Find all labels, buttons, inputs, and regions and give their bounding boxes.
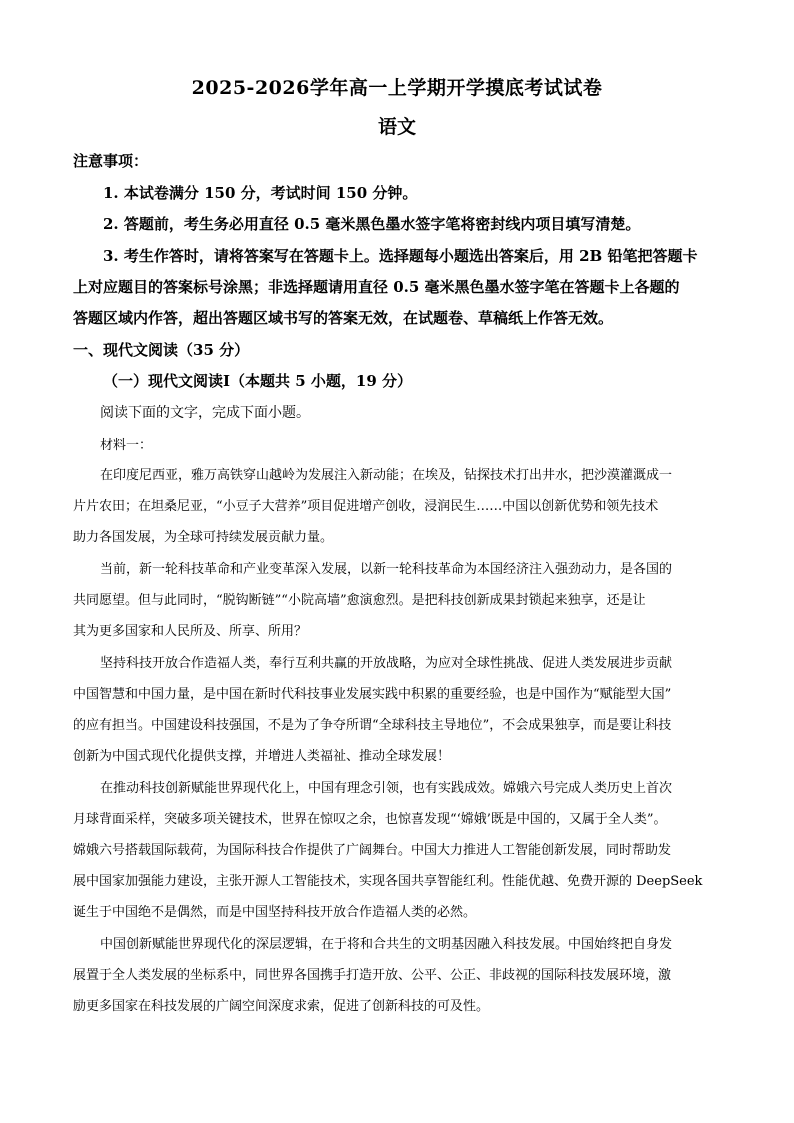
- material-p2-line-1: 当前，新一轮科技革命和产业变革深入发展，以新一轮科技革命为本国经济注入强劲动力，是各国的: [100, 562, 673, 577]
- material-p4-line-3: 嫦娥六号搭载国际载荷，为国际科技合作提供了广阔舞台。中国大力推进人工智能创新发展，同时帮助发: [73, 843, 672, 858]
- exam-subject: 语文: [377, 116, 416, 138]
- material-p4-line-2: 月球背面采样，突破多项关键技术，世界在惊叹之余，也惊喜发现“‘嫦娥’既是中国的，又属于全人类”。: [73, 812, 667, 827]
- notes-heading: 注意事项：: [73, 152, 149, 170]
- material-p5-line-3: 励更多国家在科技发展的广阔空间深度求索，促进了创新科技的可及性。: [73, 999, 490, 1014]
- note-item-2: 2. 答题前，考生务必用直径 0.5 毫米黑色墨水签字笔将密封线内项目填写清楚。: [103, 215, 641, 233]
- material-p4-line-1: 在推动科技创新赋能世界现代化上，中国有理念引领，也有实践成效。嫦娥六号完成人类历史上首次: [100, 781, 673, 796]
- material-p3-line-3: 的应有担当。中国建设科技强国，不是为了争夺所谓“全球科技主导地位”，不会成果独享，而是要让科技: [73, 718, 672, 733]
- material-label: 材料一：: [100, 438, 153, 453]
- note-item-3-line-3: 答题区域内作答，超出答题区域书写的答案无效，在试题卷、草稿纸上作答无效。: [73, 309, 614, 327]
- material-p3-line-1: 坚持科技开放合作造福人类，奉行互利共赢的开放战略，为应对全球性挑战、促进人类发展进步贡献: [100, 656, 673, 671]
- material-p2-line-2: 共同愿望。但与此同时，“脱钩断链”“小院高墙”愈演愈烈。是把科技创新成果封锁起来独享，还是让: [73, 593, 646, 608]
- material-p1-line-3: 助力各国发展，为全球可持续发展贡献力量。: [73, 530, 334, 545]
- material-p5-line-1: 中国创新赋能世界现代化的深层逻辑，在于将和合共生的文明基因融入科技发展。中国始终把自身发: [100, 937, 673, 952]
- material-p5-line-2: 展置于全人类发展的坐标系中，同世界各国携手打造开放、公平、公正、非歧视的国际科技发展环境，激: [73, 968, 672, 983]
- material-p1-line-1: 在印度尼西亚，雅万高铁穿山越岭为发展注入新动能；在埃及，钻探技术打出井水，把沙漠灌溉成一: [100, 468, 673, 483]
- material-p1-line-2: 片片农田；在坦桑尼亚，“小豆子大营养”项目促进增产创收，浸润民生……中国以创新优势和领先技术: [73, 499, 659, 514]
- material-p3-line-4: 创新为中国式现代化提供支撑，并增进人类福祉、推动全球发展！: [73, 749, 451, 764]
- exam-title: 2025-2026学年高一上学期开学摸底考试试卷: [191, 77, 603, 99]
- material-p4-line-5: 诞生于中国绝不是偶然，而是中国坚持科技开放合作造福人类的必然。: [73, 905, 477, 920]
- note-item-3-line-1: 3. 考生作答时，请将答案写在答题卡上。选择题每小题选出答案后，用 2B 铅笔把答题卡: [103, 247, 698, 265]
- note-item-1: 1. 本试卷满分 150 分，考试时间 150 分钟。: [103, 184, 418, 202]
- material-p3-line-2: 中国智慧和中国力量，是中国在新时代科技事业发展实践中积累的重要经验，也是中国作为“赋能型大国”: [73, 687, 672, 702]
- material-p4-line-4: 展中国家加强能力建设，主张开源人工智能技术，实现各国共享智能红利。性能优越、免费开源的 DeepSeek: [73, 874, 703, 889]
- subsection-heading: （一）现代文阅读Ⅰ（本题共 5 小题，19 分）: [103, 372, 412, 390]
- section-heading: 一、现代文阅读（35 分）: [73, 341, 250, 359]
- note-item-3-line-2: 上对应题目的答案标号涂黑；非选择题请用直径 0.5 毫米黑色墨水签字笔在答题卡上各题的: [73, 278, 680, 296]
- reading-instruction: 阅读下面的文字，完成下面小题。: [100, 405, 310, 421]
- material-p2-line-3: 其为更多国家和人民所及、所享、所用？: [73, 624, 308, 639]
